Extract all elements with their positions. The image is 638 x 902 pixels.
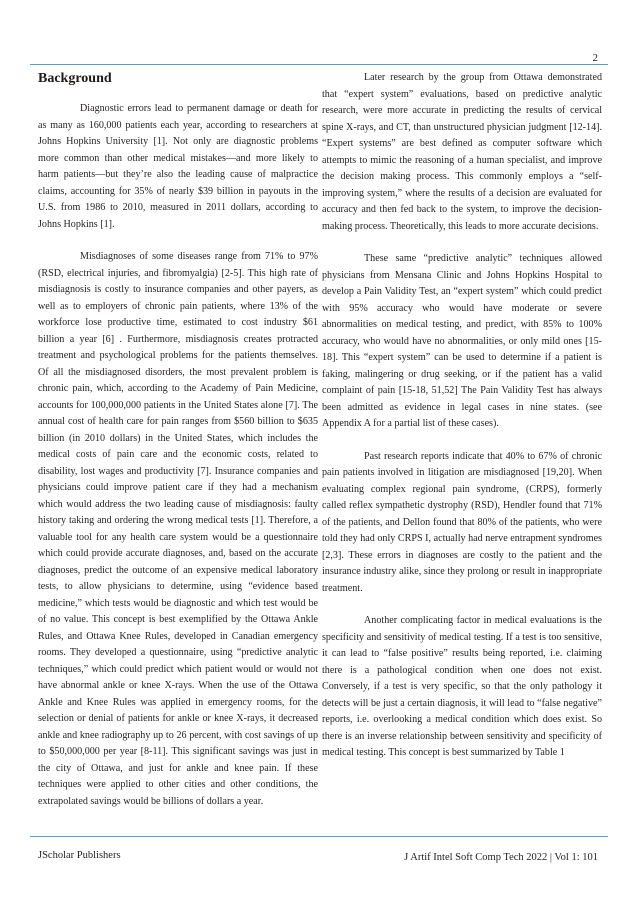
body-paragraph: Diagnostic errors lead to permanent damage or death for as many as 160,000 patients each year, according to researchers at Johns Hopkins University [1]. Not only are diagnostic problems more common than other medical mistakes—and more likely to harm patients—but they’re also the leading cause of malpractice claims, accounting for 35% of nearly $39 billion in payouts in the U.S. from 1986 to 2010, measured in 2011 dollars, according to Johns Hopkins [1]. <box>38 103 318 230</box>
header-divider <box>30 64 608 65</box>
body-paragraph: Later research by the group from Ottawa demonstrated that “expert system” evaluations, based on predictive analytic research, were more accurate in predicting the results of cervical spine X-rays, and CT, than unstructured physician judgment [12-14]. “Expert systems” are best defined as computer software which attempts to mimic the reasoning of a human specialist, and improve the decision making process. This commonly employs a “self-improving system,” where the results of a decision are evaluated for accuracy and then fed back to the system, to improve the decision-making process. Theoretically, this leads to more accurate decisions. <box>322 72 602 232</box>
right-column <box>322 70 602 778</box>
footer-publisher: JScholar Publishers <box>38 850 121 861</box>
body-paragraph: Another complicating factor in medical evaluations is the specificity and sensitivity of medical testing. If a test is too sensitive, it can lead to “false positive” results being reported, i.e. claiming there is a pathological condition when one does not exist. Conversely, if a test is very specific, so that the only pathology it detects will be just a certain diagnosis, it will lead to “false negative” reports, i.e. overlooking a medical condition which does exist. So there is an inverse relationship between sensitivity and specificity of medical testing. This concept is best summarized by Table 1 <box>322 615 602 758</box>
footer-divider <box>30 836 608 837</box>
body-paragraph: Past research reports indicate that 40% to 67% of chronic pain patients involved in litigation are misdiagnosed [19,20]. When evaluating complex regional pain syndrome, (CRPS), formerly called reflex sympathetic dystrophy (RSD), Hendler found that 71% of the patients, and Dellon found that 80% of the patients, who were told they had only CRPS I, actually had nerve entrapment syndromes [2,3]. These errors in diagnoses are costly to the patient and the insurance industry alike, since they prolong or result in inappropriate treatment. <box>322 450 602 594</box>
section-heading-background: Background <box>38 71 112 86</box>
body-paragraph: These same “predictive analytic” techniques allowed physicians from Mensana Clinic and Johns Hopkins Hospital to develop a Pain Validity Test, an “expert system” which could predict with 95% accuracy who would have moderate or severe abnormalities on medical testing, and predict, with 85% to 100% accuracy, who would have no abnormalities, or only mild ones [15-18]. This “expert system” can be used to determine if a patient is faking, malingering or drug seeking, or if the patient has a valid complaint of pain [15-18, 51,52] The Pain Validity Test has always been admitted as evidence in legal cases in nine states. (see Appendix A for a partial list of these cases). <box>322 253 602 429</box>
page-number: 2 <box>592 52 598 64</box>
body-paragraph: Misdiagnoses of some diseases range from 71% to 97% (RSD, electrical injuries, and fibromyalgia) [2-5]. This high rate of misdiagnosis is costly to insurance companies and other payers, as well as to employers of chronic pain patients, where 13% of the workforce lose productive time, estimated to cost industry $61 billion a year [6] . Furthermore, misdiagnosis creates protracted treatment and psychological problems for the patients themselves. Of all the misdiagnosed disorders, the most prevalent problem is chronic pain, which, according to the Academy of Pain Medicine, accounts for 100,000,000 patients in the United States alone [7]. The annual cost of health care for pain ranges from $560 billion to $635 billion (in 2010 dollars) in the United States, which includes the medical costs of pain care and the economic costs, related to disability, lost wages and productivity [7]. Insurance companies and physicians could improve patient care if they had a mechanism which would address the two leading cause of misdiagnosis: faulty history taking and ordering the wrong medical tests [1]. Therefore, a valuable tool for any health care system would be a questionnaire which could provide accurate diagnoses, and, based on the accurate diagnoses, predict the outcome of an expensive medical laboratory tests, to allow physicians to determine, using “evidence based medicine,” which tests would be diagnostic and which test would be of no value. This concept is best exemplified by the Ottawa Ankle Rules, and Ottawa Knee Rules, developed in Canadian emergency rooms. They developed a questionnaire, using “predictive analytic techniques,” which could predict which patient would or would not have abnormal ankle or knee X-rays. When the use of the Ottawa Ankle and Knee Rules was applied in emergency rooms, for the selection or denial of patients for ankle or knee X-rays, it decreased ankle and knee radiography up to 26 percent, with cost savings of up to $50,000,000 per year [8-11]. This significant savings was just in the city of Ottawa, and just for ankle and knee pain. If these techniques were applied to other cities and other conditions, the extrapolated savings would be billions of dollars a year. <box>38 251 318 807</box>
footer-citation: J Artif Intel Soft Comp Tech 2022 | Vol 1: 101 <box>404 852 598 863</box>
left-column <box>38 70 318 826</box>
